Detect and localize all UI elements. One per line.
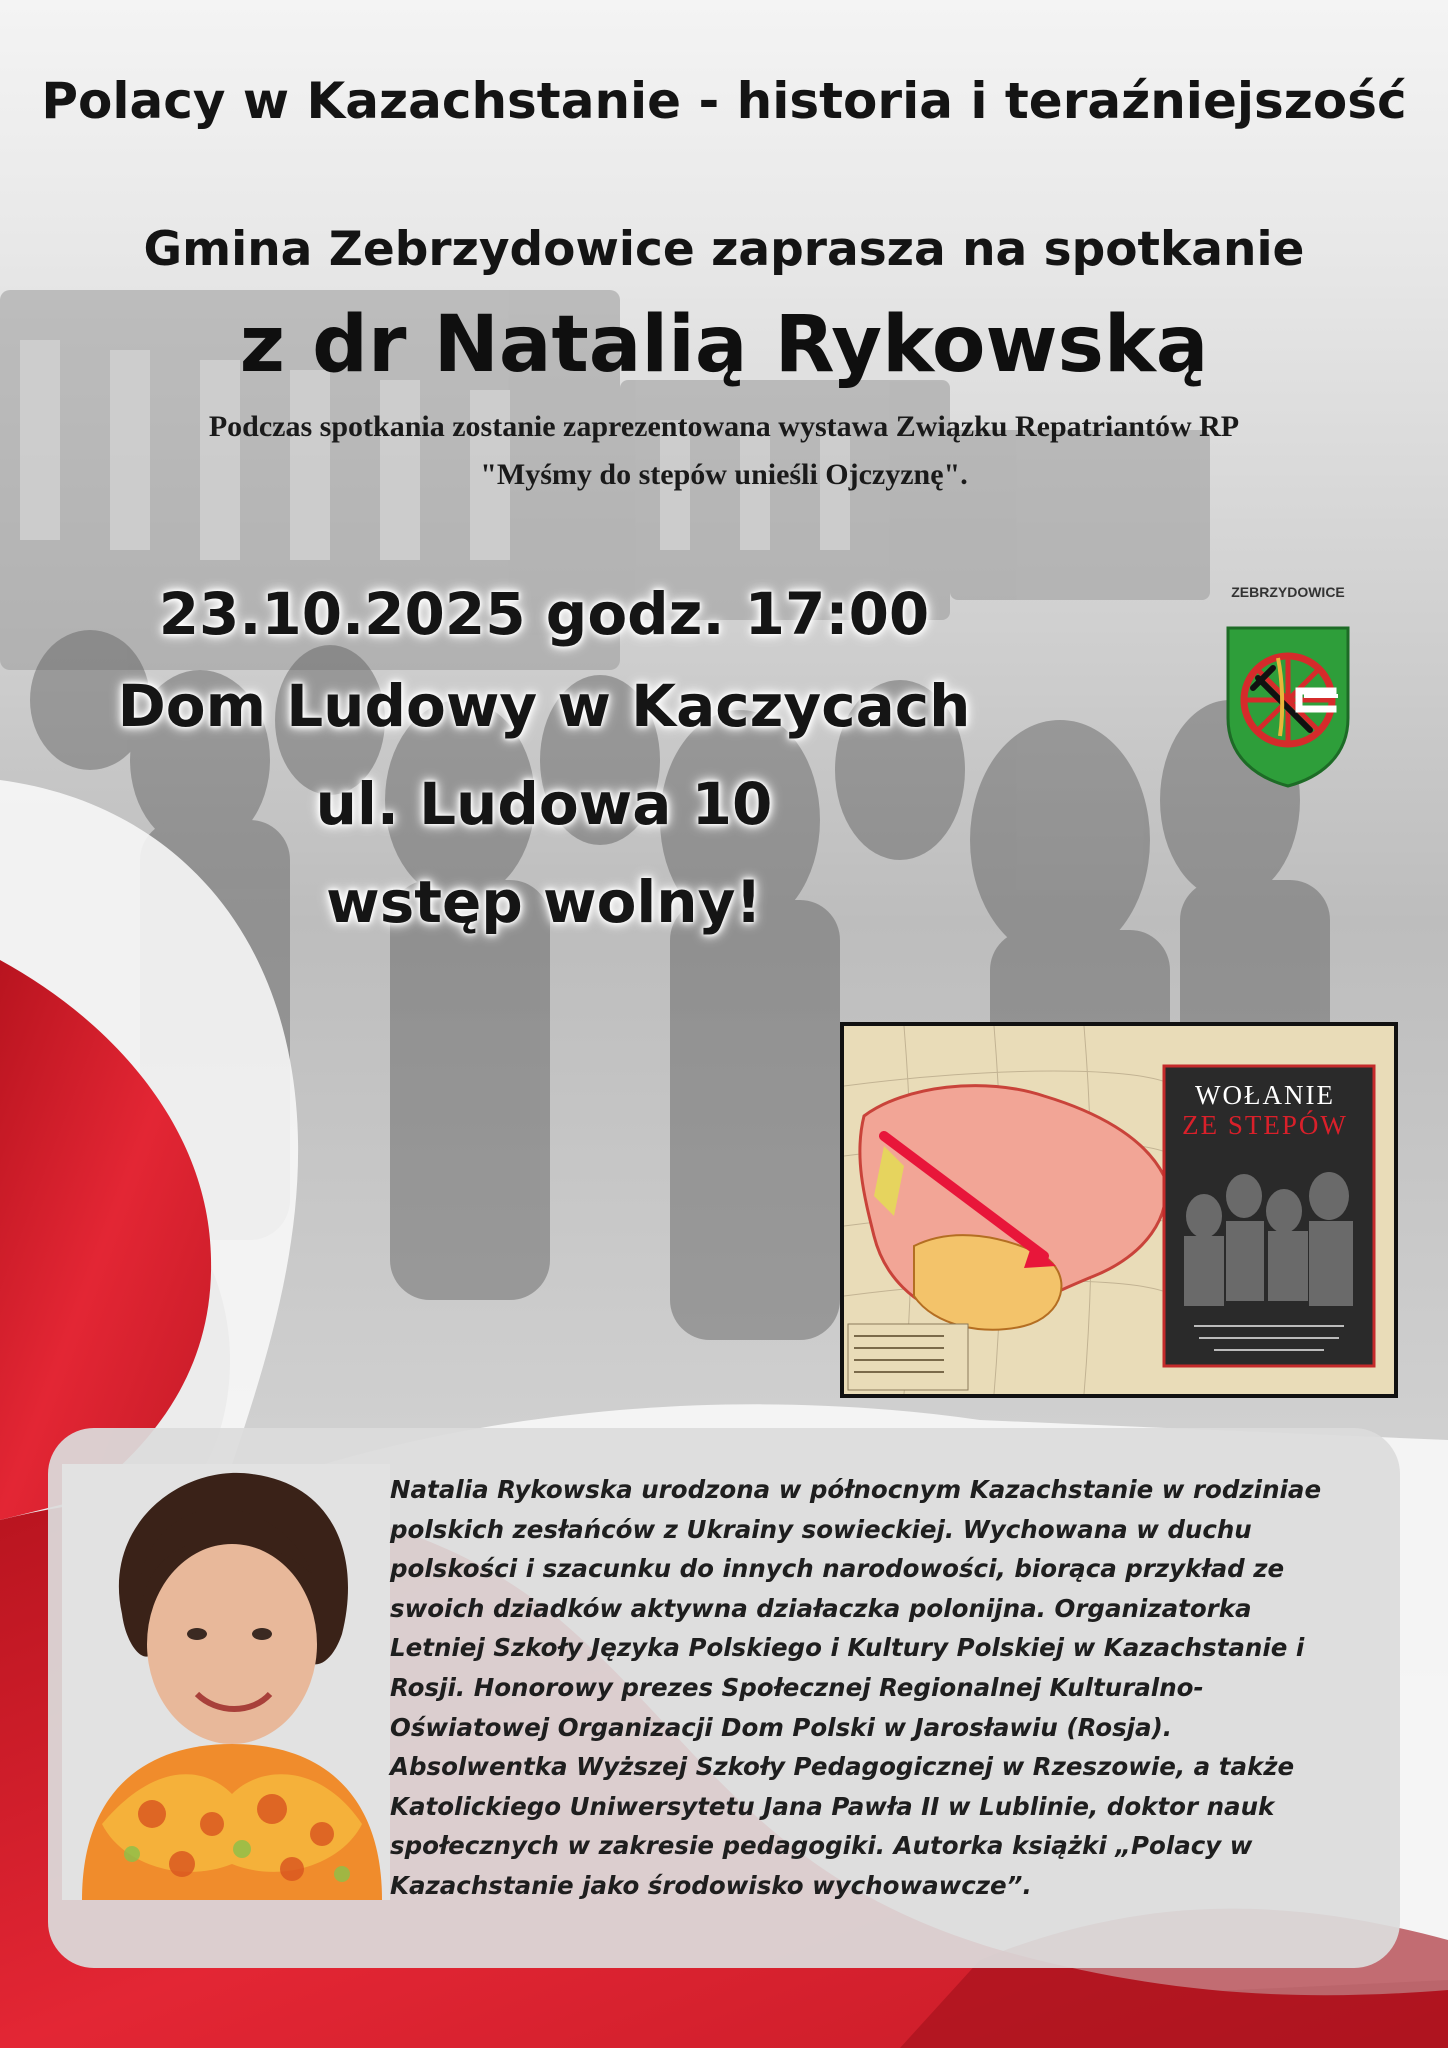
- event-admission: wstęp wolny!: [326, 868, 762, 936]
- book-cover-image: [840, 1022, 1398, 1398]
- emblem-label: ZEBRZYDOWICE: [1231, 584, 1345, 600]
- event-venue: Dom Ludowy w Kaczycach: [117, 672, 971, 740]
- exhibition-title: "Myśmy do stepów unieśli Ojczyznę".: [480, 458, 968, 491]
- speaker-biography: Natalia Rykowska urodzona w północnym Kazachstanie w rodziniae polskich zesłańców z Ukrainy sowieckiej. Wychowana w duchu polskości i szacunku do innych narodowości, biorąca przykład ze swoich dziadków aktywna działaczka polonijna. Organizatorka Letniej Szkoły Języka Polskiego i Kultury Polskiej w Kazachstanie i Rosji. Honorowy prezes Społecznej Regionalnej Kulturalno-Oświatowej Organizacji Dom Polski w Jarosławiu (Rosja). Absolwentka Wyższej Szkoły Pedagogicznej w Rzeszowie, a także Katolickiego Uniwersytetu Jana Pawła II w Lublinie, doktor nauk społecznych w zakresie pedagogiki. Autorka książki „Polacy w Kazachstanie jako środowisko wychowawcze”.: [390, 1475, 1322, 1900]
- coat-of-arms-icon: [1218, 618, 1358, 788]
- book-title: WOŁANIE: [1195, 1080, 1335, 1110]
- invitation-heading: Gmina Zebrzydowice zaprasza na spotkanie: [143, 222, 1305, 277]
- speaker-name: z dr Natalią Rykowską: [239, 300, 1209, 390]
- event-date-time: 23.10.2025 godz. 17:00: [158, 580, 930, 648]
- book-subtitle: ZE STEPÓW: [1182, 1110, 1348, 1140]
- page-title: Polacy w Kazachstanie - historia i teraźniejszość: [41, 72, 1407, 130]
- speaker-portrait: [62, 1464, 390, 1900]
- event-address: ul. Ludowa 10: [315, 770, 773, 838]
- municipality-emblem: [1218, 584, 1358, 792]
- exhibition-info: Podczas spotkania zostanie zaprezentowana wystawa Związku Repatriantów RP: [208, 410, 1240, 443]
